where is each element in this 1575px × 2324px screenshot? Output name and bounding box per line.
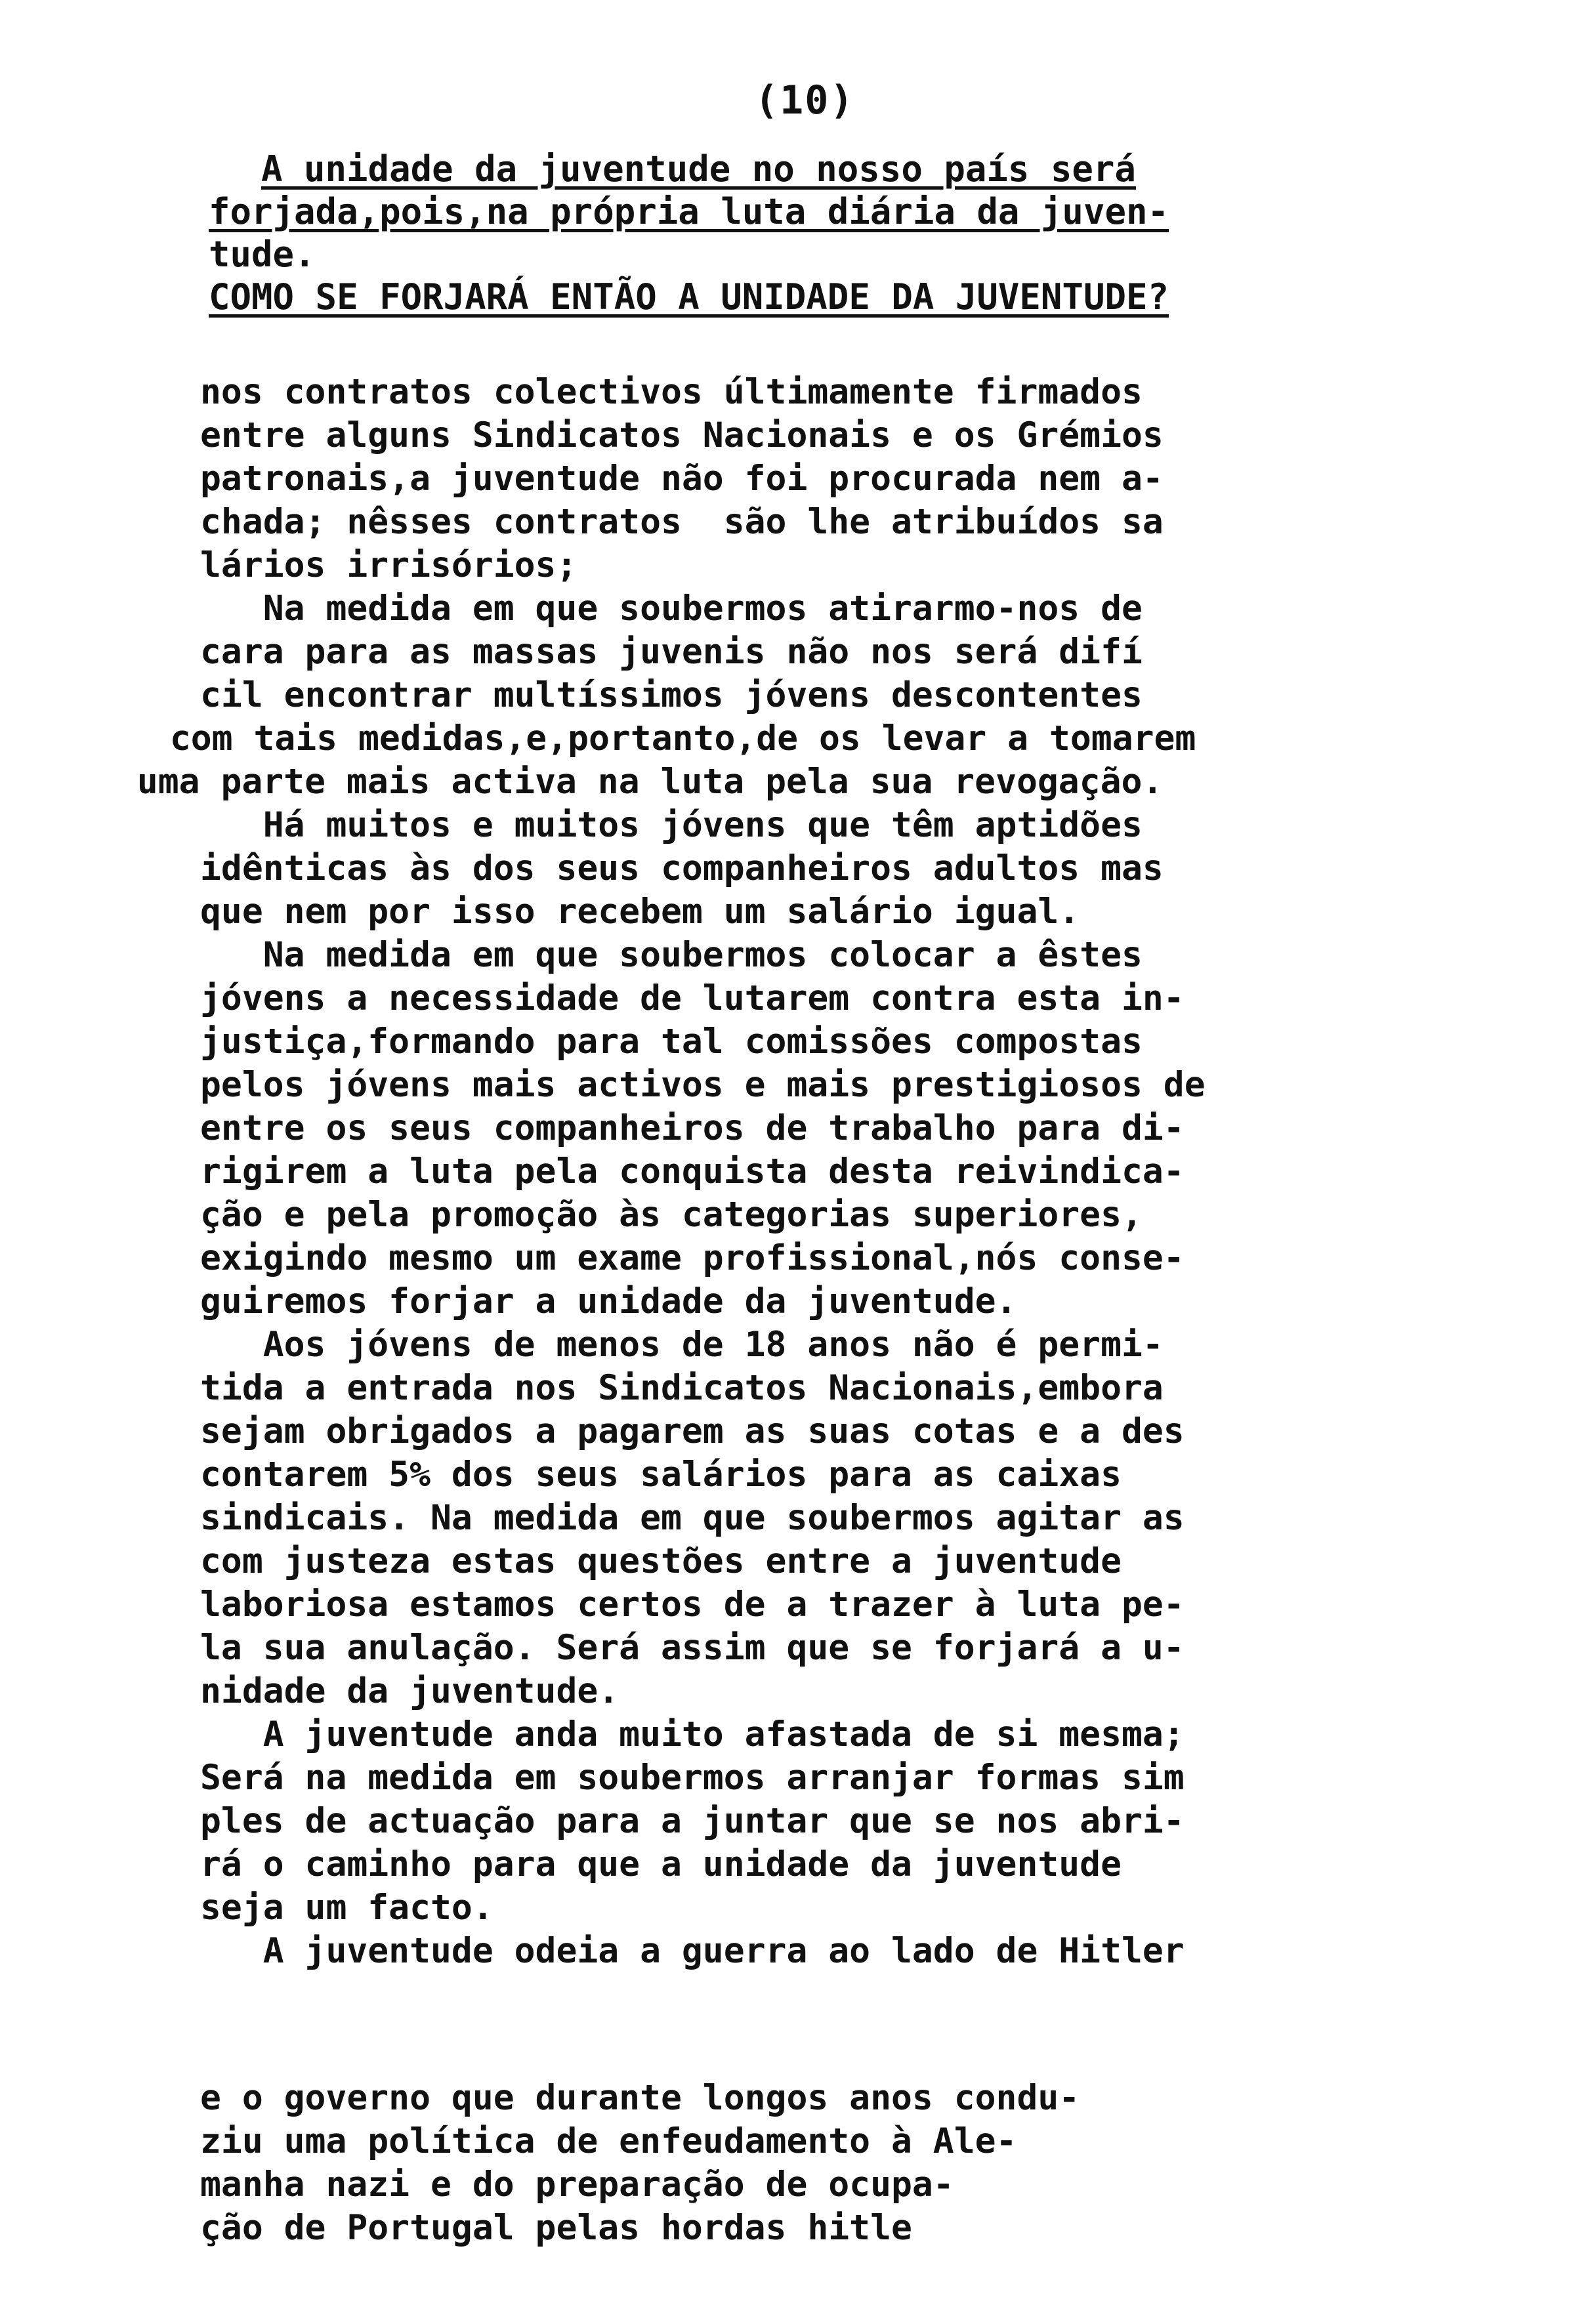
text-line: manha nazi e do preparação de ocupa- bbox=[200, 2165, 954, 2205]
text-line: Há muitos e muitos jóvens que têm aptidões bbox=[200, 805, 1143, 845]
text-line: la sua anulação. Será assim que se forjará a u- bbox=[200, 1628, 1185, 1668]
text-line: A juventude anda muito afastada de si mesma; bbox=[200, 1714, 1185, 1754]
text-line: ziu uma política de enfeudamento à Ale- bbox=[200, 2121, 1017, 2161]
lead-line: tude. bbox=[209, 234, 316, 275]
page-number: (10) bbox=[755, 77, 855, 123]
text-line: lários irrisórios; bbox=[200, 545, 578, 585]
text-line: pelos jóvens mais activos e mais prestigiosos de bbox=[200, 1065, 1206, 1105]
lead-line: forjada,pois,na própria luta diária da juven- bbox=[209, 191, 1169, 232]
text-line: rá o caminho para que a unidade da juventude bbox=[200, 1844, 1122, 1884]
text-line: nos contratos colectivos últimamente firmados bbox=[200, 372, 1143, 412]
text-line: cil encontrar multíssimos jóvens descontentes bbox=[200, 675, 1143, 715]
text-line: seja um facto. bbox=[200, 1888, 494, 1928]
text-line: e o governo que durante longos anos condu- bbox=[200, 2078, 1080, 2118]
text-line: sejam obrigados a pagarem as suas cotas e a des bbox=[200, 1411, 1185, 1451]
text-line: ção de Portugal pelas hordas hitle bbox=[200, 2208, 912, 2248]
lead-paragraph bbox=[209, 148, 1442, 318]
text-line: contarem 5% dos seus salários para as caixas bbox=[200, 1455, 1122, 1495]
text-line: idênticas às dos seus companheiros adultos mas bbox=[200, 848, 1164, 888]
text-line: ção e pela promoção às categorias superiores, bbox=[200, 1195, 1143, 1235]
text-line: patronais,a juventude não foi procurada nem a- bbox=[200, 459, 1164, 499]
footer-paragraph bbox=[200, 2077, 1473, 2250]
text-line: A juventude odeia a guerra ao lado de Hitler bbox=[200, 1931, 1185, 1971]
text-line: guiremos forjar a unidade da juventude. bbox=[200, 1281, 1017, 1321]
text-line: Na medida em que soubermos colocar a êstes bbox=[200, 935, 1143, 975]
text-line: sindicais. Na medida em que soubermos agitar as bbox=[200, 1498, 1185, 1538]
text-line: exigindo mesmo um exame profissional,nós conse- bbox=[200, 1238, 1185, 1278]
text-line: tida a entrada nos Sindicatos Nacionais,embora bbox=[200, 1368, 1164, 1408]
text-line: entre os seus companheiros de trabalho para di- bbox=[200, 1108, 1185, 1148]
text-line: jóvens a necessidade de lutarem contra esta in- bbox=[200, 978, 1185, 1018]
text-line: nidade da juventude. bbox=[200, 1671, 620, 1711]
text-line: chada; nêsses contratos são lhe atribuídos sa bbox=[200, 502, 1164, 542]
lead-line: A unidade da juventude no nosso país será bbox=[261, 148, 1136, 190]
text-line: rigirem a luta pela conquista desta reivindica- bbox=[200, 1152, 1185, 1192]
section-heading: COMO SE FORJARÁ ENTÃO A UNIDADE DA JUVENTUDE? bbox=[209, 276, 1169, 318]
body-text bbox=[95, 371, 1473, 1973]
text-line: justiça,formando para tal comissões compostas bbox=[200, 1022, 1143, 1062]
text-line: com tais medidas,e,portanto,de os levar a tomarem bbox=[128, 718, 1196, 758]
text-line: que nem por isso recebem um salário igual. bbox=[200, 892, 1080, 932]
text-line: entre alguns Sindicatos Nacionais e os Grémios bbox=[200, 415, 1164, 455]
text-line: uma parte mais activa na luta pela sua revogação. bbox=[95, 762, 1164, 802]
text-line: laboriosa estamos certos de a trazer à luta pe- bbox=[200, 1585, 1185, 1625]
text-line: Na medida em que soubermos atirarmo-nos de bbox=[200, 589, 1143, 629]
text-line: cara para as massas juvenis não nos será difí bbox=[200, 632, 1143, 672]
text-line: Aos jóvens de menos de 18 anos não é permi- bbox=[200, 1325, 1164, 1365]
text-line: com justeza estas questões entre a juventude bbox=[200, 1541, 1122, 1581]
text-line: Será na medida em soubermos arranjar formas sim bbox=[200, 1758, 1185, 1798]
text-line: ples de actuação para a juntar que se nos abri- bbox=[200, 1801, 1185, 1841]
